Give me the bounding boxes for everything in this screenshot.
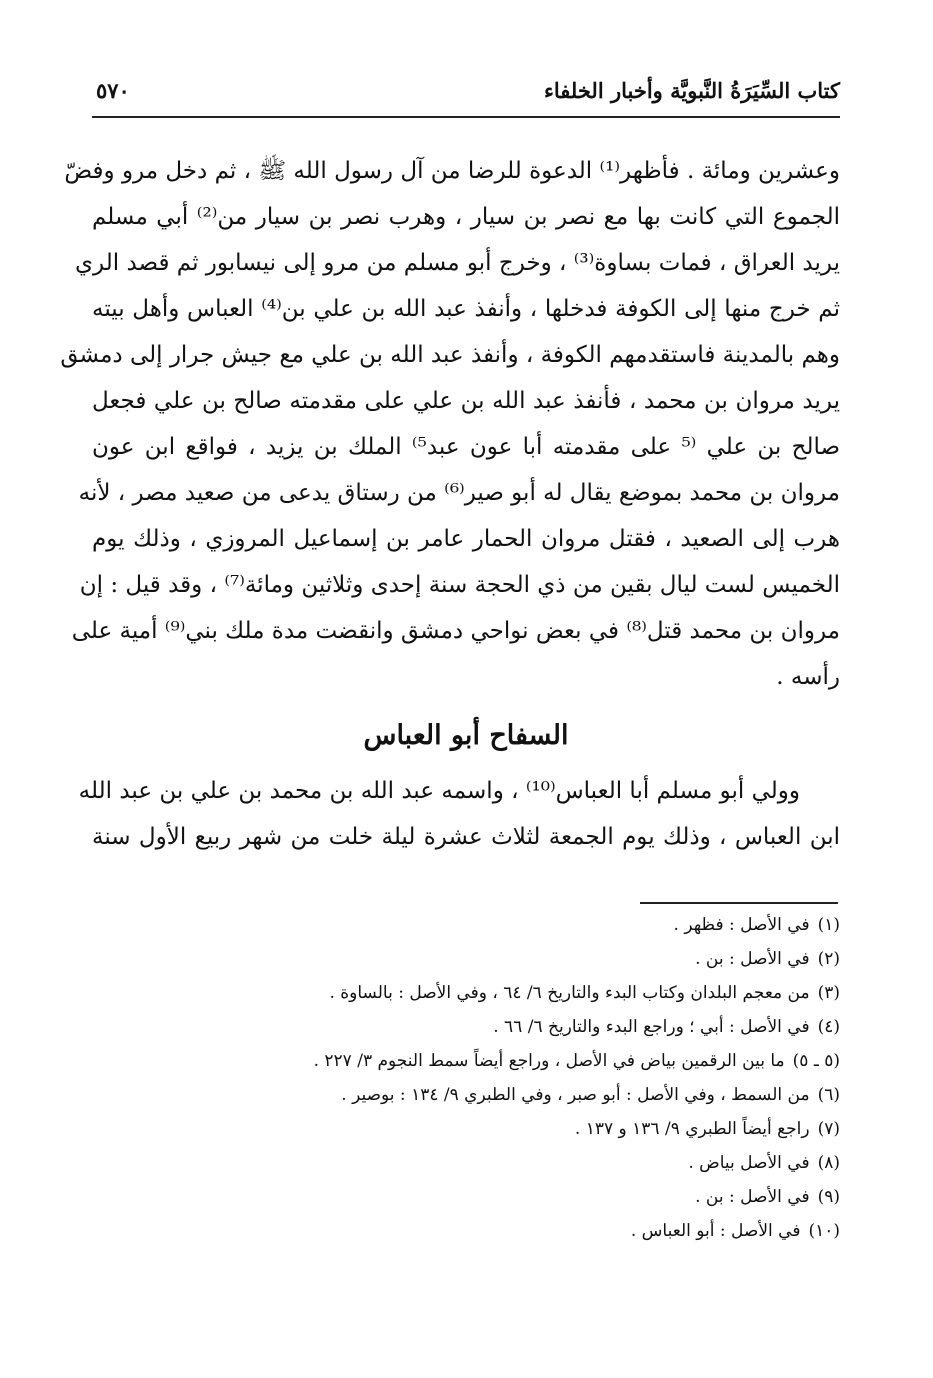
footnote-number: (٢)	[817, 949, 840, 969]
footnote-number: (٦)	[817, 1085, 840, 1105]
footnote-number: (٧)	[817, 1119, 840, 1139]
text-line: وعشرين ومائة . فأظهر⁽¹⁾ الدعوة للرضا من آل رسول الله ﷺ ، ثم دخل مرو وفضّ	[64, 158, 840, 184]
text-line: الجموع التي كانت بها مع نصر بن سيار ، وهرب نصر بن سيار من⁽²⁾ أبي مسلم	[92, 204, 840, 230]
footnote-number: (٥ ـ ٥)	[792, 1051, 840, 1071]
text-line: ثم خرج منها إلى الكوفة فدخلها ، وأنفذ عبد الله بن علي بن⁽⁴⁾ العباس وأهل بيته	[92, 296, 840, 322]
text-line: وولي أبو مسلم أبا العباس⁽¹⁰⁾ ، واسمه عبد الله بن محمد بن علي بن عبد الله	[78, 778, 800, 804]
text-line: وهم بالمدينة فاستقدمهم الكوفة ، وأنفذ عبد الله بن علي مع جيش جرار إلى دمشق	[60, 342, 840, 368]
main-paragraph	[60, 148, 841, 700]
footnote-text: في الأصل : فظهر .	[673, 915, 810, 935]
footnote-text: في الأصل : بن .	[695, 1187, 810, 1207]
footnote-text: من السمط ، وفي الأصل : أبو صبر ، وفي الطبري ٩/ ١٣٤ : بوصير .	[341, 1085, 810, 1105]
footnote-number: (٨)	[817, 1153, 840, 1173]
footnote-item	[92, 1180, 840, 1214]
header-divider	[92, 116, 840, 118]
footnote-text: ما بين الرقمين بياض في الأصل ، وراجع أيضاً سمط النجوم ٣/ ٢٢٧ .	[313, 1051, 785, 1071]
footnote-number: (٩)	[817, 1187, 840, 1207]
footnote-item	[92, 1112, 840, 1146]
footnote-item	[92, 1078, 840, 1112]
running-title: كتاب السِّيَرَةُ النَّبويَّة وأخبار الخلفاء	[544, 78, 840, 103]
page-number: ٥٧٠	[96, 78, 130, 103]
footnote-text: راجع أيضاً الطبري ٩/ ١٣٦ و ١٣٧ .	[574, 1119, 810, 1139]
page-header	[92, 72, 840, 116]
text-line: رأسه .	[776, 664, 840, 690]
text-line: مروان بن محمد قتل⁽⁸⁾ في بعض نواحي دمشق وانقضت مدة ملك بني⁽⁹⁾ أمية على	[71, 618, 840, 644]
footnote-text: في الأصل : بن .	[695, 949, 810, 969]
footnote-number: (١)	[817, 915, 840, 935]
footnote-item	[92, 1044, 840, 1078]
section-heading: السفاح أبو العباس	[363, 720, 569, 751]
text-line: الخميس لست ليال بقين من ذي الحجة سنة إحدى وثلاثين ومائة⁽⁷⁾ ، وقد قيل : إن	[79, 572, 840, 598]
footnote-item	[92, 1010, 840, 1044]
footnote-text: في الأصل : أبو العباس .	[630, 1221, 801, 1241]
footnote-divider	[640, 902, 838, 904]
footnote-item	[92, 908, 840, 942]
footnote-number: (٤)	[817, 1017, 840, 1037]
text-line: يريد مروان بن محمد ، فأنفذ عبد الله بن علي على مقدمته صالح بن علي فجعل	[92, 388, 840, 414]
text-line: هرب إلى الصعيد ، فقتل مروان الحمار عامر بن إسماعيل المروزي ، وذلك يوم	[92, 526, 840, 552]
footnote-item	[92, 942, 840, 976]
footnote-item	[92, 976, 840, 1010]
footnote-number: (٣)	[817, 983, 840, 1003]
footnote-text: في الأصل : أبي ؛ وراجع البدء والتاريخ ٦/ ٦٦ .	[493, 1017, 810, 1037]
section-paragraph	[78, 768, 840, 860]
footnote-text: في الأصل بياض .	[688, 1153, 810, 1173]
footnote-item	[92, 1146, 840, 1180]
text-line: صالح بن علي ⁽⁵ على مقدمته أبا عون عبد⁵⁾ الملك بن يزيد ، فواقع ابن عون	[92, 434, 841, 460]
text-line: يريد العراق ، فمات بساوة⁽³⁾ ، وخرج أبو مسلم من مرو إلى نيسابور ثم قصد الري	[75, 250, 840, 276]
footnotes-list	[92, 908, 840, 1248]
footnote-text: من معجم البلدان وكتاب البدء والتاريخ ٦/ ٦٤ ، وفي الأصل : بالساوة .	[329, 983, 810, 1003]
footnote-number: (١٠)	[808, 1221, 840, 1241]
footnote-item	[92, 1214, 840, 1248]
text-line: ابن العباس ، وذلك يوم الجمعة لثلاث عشرة ليلة خلت من شهر ربيع الأول سنة	[92, 824, 840, 850]
text-line: مروان بن محمد بموضع يقال له أبو صير⁽⁶⁾ من رستاق يدعى من صعيد مصر ، لأنه	[78, 480, 840, 506]
